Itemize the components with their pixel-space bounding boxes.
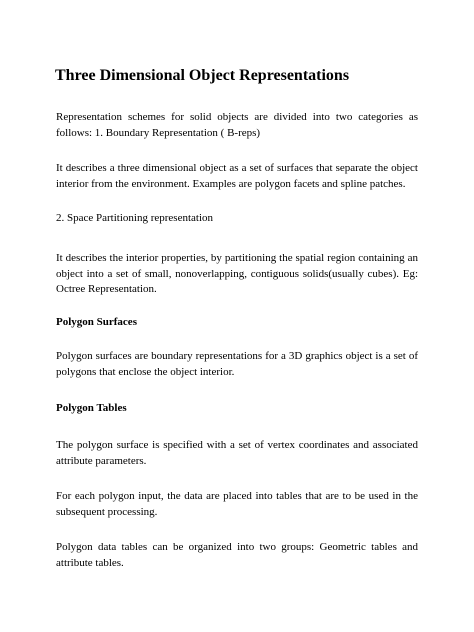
paragraph-polygon-tables-input: For each polygon input, the data are placed into tables that are to be used in the subsequent processing. (56, 490, 418, 518)
paragraph-space-partitioning: It describes the interior properties, by partitioning the spatial region containing an object into a set of small, nonoverlapping, contiguous solids(usually cubes). Eg: Octree Representation. (56, 252, 418, 295)
paragraph-representation-schemes: Representation schemes for solid objects are divided into two categories as follows: 1. Boundary Representation ( B-reps) (56, 111, 418, 139)
paragraph-polygon-tables-vertex: The polygon surface is specified with a set of vertex coordinates and associated attribute parameters. (56, 439, 418, 467)
section-heading-polygon-surfaces: Polygon Surfaces (56, 316, 137, 328)
paragraph-boundary-representation: It describes a three dimensional object as a set of surfaces that separate the object interior from the environment. Examples are polygon facets and spline patches. (56, 162, 418, 190)
paragraph-space-partitioning-label: 2. Space Partitioning representation (56, 212, 214, 224)
paragraph-polygon-surfaces: Polygon surfaces are boundary representations for a 3D graphics object is a set of polygons that enclose the object interior. (56, 350, 418, 378)
section-heading-polygon-tables: Polygon Tables (56, 402, 127, 414)
paragraph-polygon-tables-groups: Polygon data tables can be organized into two groups: Geometric tables and attribute tables. (56, 541, 418, 569)
page-title: Three Dimensional Object Representations (55, 67, 350, 84)
